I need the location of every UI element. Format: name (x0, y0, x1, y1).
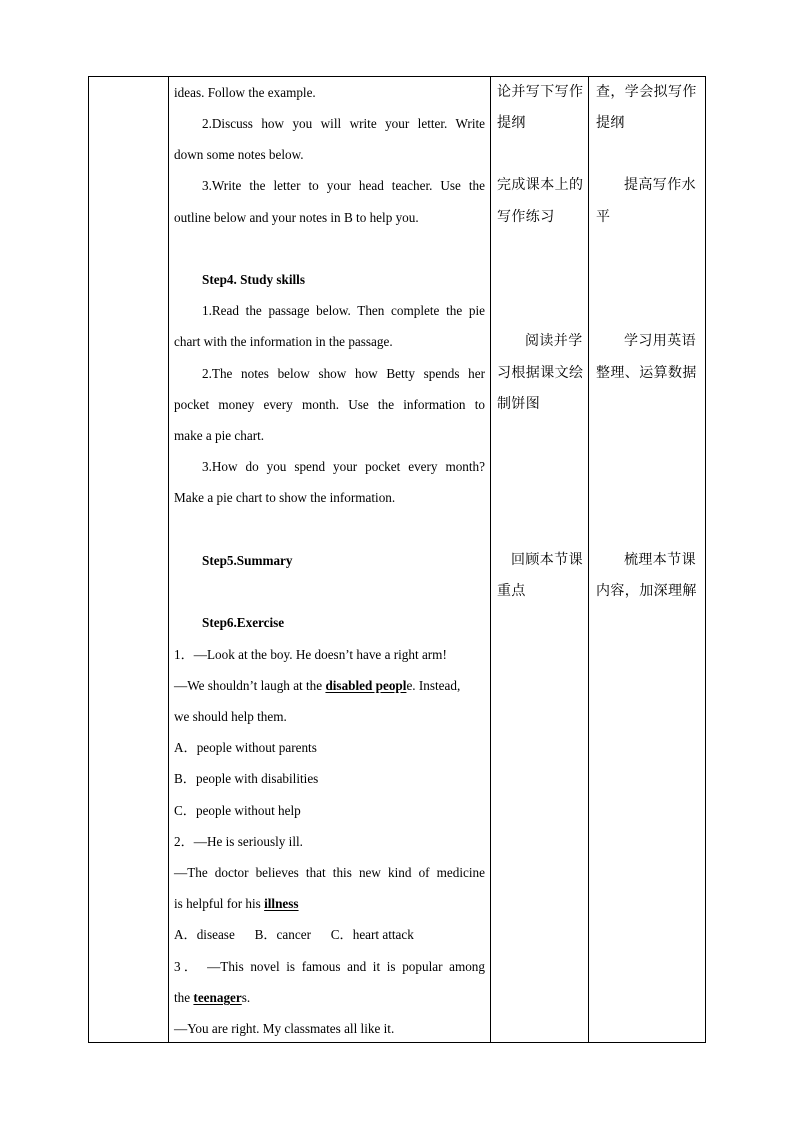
intent-line: 整理、运算数据 (596, 365, 697, 381)
activity-line: 提纲 (497, 115, 526, 131)
exercise-question: 3． —This novel is famous and it is popular among (174, 959, 485, 974)
intent-line: 提高写作水 (624, 177, 696, 193)
underlined-term: teenager (193, 990, 242, 1005)
underlined-term: disabled peopl (325, 678, 407, 693)
student-activity-column (491, 77, 588, 1042)
exercise-answer-line (174, 888, 485, 919)
content-line: chart with the information in the passage. (174, 334, 393, 349)
text-run: —We shouldn’t laugh at the (174, 678, 326, 693)
activity-line: 写作练习 (497, 209, 555, 225)
activity-line: 阅读并学 (525, 333, 583, 349)
content-line: pocket money every month. Use the information to (174, 397, 485, 412)
content-line: 3.Write the letter to your head teacher. Use the (202, 178, 485, 193)
text-run: e. Instead, (406, 678, 461, 693)
activity-line: 习根据课文绘 (497, 365, 584, 381)
content-line: 2.The notes below show how Betty spends her (202, 366, 485, 381)
content-line: —The doctor believes that this new kind of medicine (174, 865, 485, 880)
text-run: the (174, 990, 194, 1005)
blank-column (89, 77, 168, 1042)
content-line: Make a pie chart to show the information. (174, 490, 396, 505)
activity-line: 制饼图 (497, 396, 541, 412)
step4-heading: Step4. Study skills (202, 272, 305, 287)
intent-line: 梳理本节课 (624, 552, 696, 568)
content-line: 2.Discuss how you will write your letter. Write (202, 116, 485, 131)
activity-line: 论并写下写作 (497, 84, 584, 100)
exercise-answer-line (174, 670, 485, 701)
exercise-question: 1．—Look at the boy. He doesn’t have a right arm! (174, 647, 447, 662)
options-row: A．disease B．cancer C．heart attack (174, 927, 414, 942)
content-line: —You are right. My classmates all like it. (174, 1021, 395, 1036)
content-line: make a pie chart. (174, 428, 265, 443)
step5-heading: Step5.Summary (202, 553, 293, 568)
exercise-answer-line (174, 982, 485, 1013)
underlined-term: illness (264, 896, 299, 911)
intent-line: 平 (596, 209, 611, 225)
content-line: ideas. Follow the example. (174, 85, 316, 100)
intent-line: 查，学会拟写作 (596, 84, 697, 100)
option-a: A．people without parents (174, 740, 317, 755)
option-b: B．people with disabilities (174, 771, 319, 786)
content-line: down some notes below. (174, 147, 304, 162)
text-run: s. (241, 990, 251, 1005)
option-c: C．people without help (174, 803, 301, 818)
teaching-content-column (169, 77, 490, 1042)
lesson-plan-table (88, 76, 706, 1043)
step6-heading: Step6.Exercise (202, 615, 285, 630)
activity-line: 完成课本上的 (497, 177, 584, 193)
intent-line: 学习用英语 (624, 333, 696, 349)
exercise-question: 2．—He is seriously ill. (174, 834, 303, 849)
intent-line: 提纲 (596, 115, 625, 131)
content-line: 1.Read the passage below. Then complete the pie (202, 303, 485, 318)
intent-line: 内容，加深理解 (596, 583, 697, 599)
text-run: is helpful for his (174, 896, 265, 911)
content-line: outline below and your notes in B to help you. (174, 210, 419, 225)
content-line: 3.How do you spend your pocket every month? (202, 459, 485, 474)
activity-line: 重点 (497, 583, 526, 599)
content-line: we should help them. (174, 709, 287, 724)
activity-line: 回顾本节课 (511, 552, 583, 568)
design-intent-column (589, 77, 705, 1042)
